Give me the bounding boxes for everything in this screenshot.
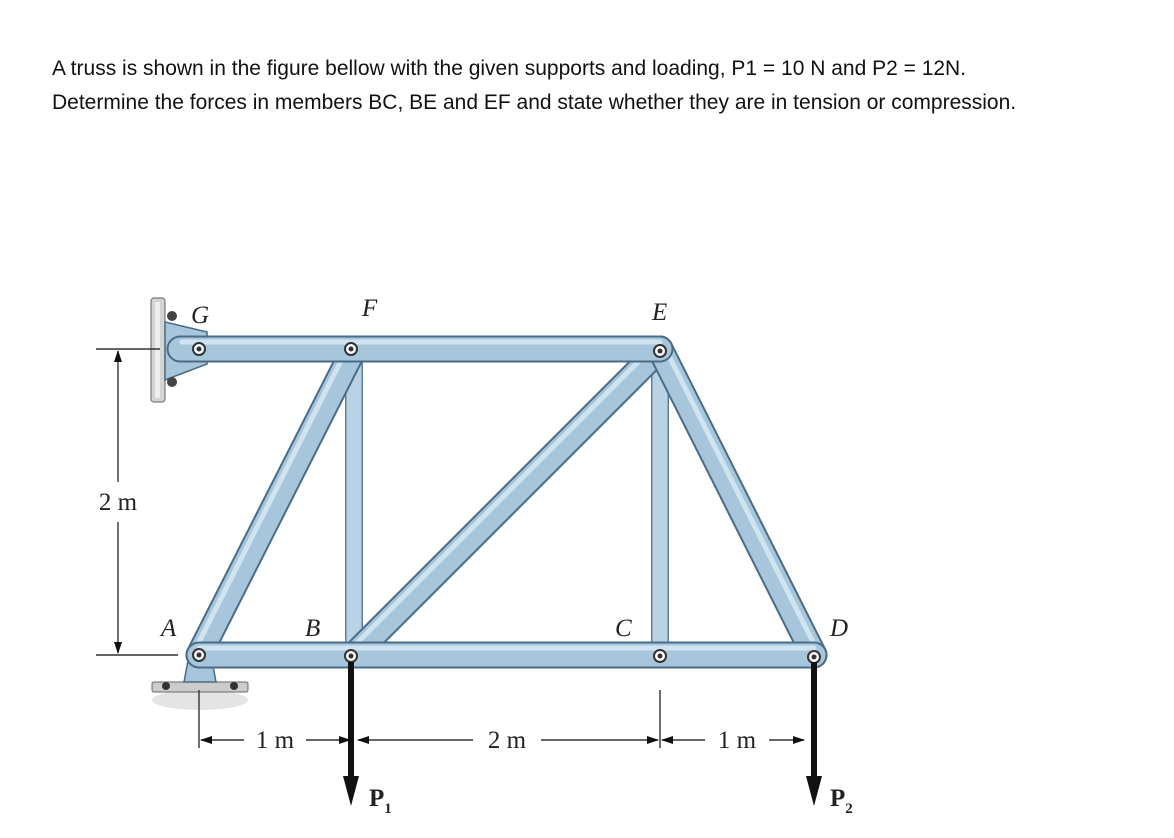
problem-line-1: A truss is shown in the figure bellow with the given supports and loading, P1 = 10 N and P2 = 12N. [52, 57, 967, 80]
label-joint-f: F [362, 295, 378, 322]
joint-pin-b [345, 650, 357, 662]
label-span-3: 1 m [717, 727, 757, 754]
dimension-height [96, 349, 178, 655]
label-span-2: 2 m [487, 727, 527, 754]
load-p2 [806, 662, 853, 817]
label-load-p1 [369, 785, 392, 817]
label-load-p2-letter: P [830, 785, 846, 812]
label-joint-b: B [305, 615, 321, 642]
label-joint-d: D [830, 615, 849, 642]
load-p1-arrowhead [343, 776, 359, 806]
joint-pin-d [808, 651, 820, 663]
label-joint-c: C [615, 615, 632, 642]
problem-line-2: Determine the forces in members BC, BE and EF and state whether they are in tension or compression. [52, 91, 1017, 114]
joint-pin-c [654, 650, 666, 662]
members-diagonal [196, 343, 818, 655]
label-joint-a: A [161, 615, 177, 642]
joint-pin-g [193, 343, 205, 355]
label-load-p1-letter: P [369, 785, 385, 812]
label-joint-g: G [191, 302, 210, 329]
label-load-p1-subscript: 1 [384, 801, 392, 817]
joint-pin-f [345, 343, 357, 355]
dimension-spans [199, 690, 814, 754]
label-span-1: 1 m [255, 727, 295, 754]
label-joint-e: E [652, 299, 668, 326]
load-p2-arrowhead [806, 776, 822, 806]
joint-pin-e [654, 345, 666, 357]
label-height-dimension: 2 m [98, 489, 138, 516]
label-load-p2-subscript: 2 [845, 801, 853, 817]
label-load-p2 [830, 785, 853, 817]
joint-pin-a [193, 649, 205, 661]
